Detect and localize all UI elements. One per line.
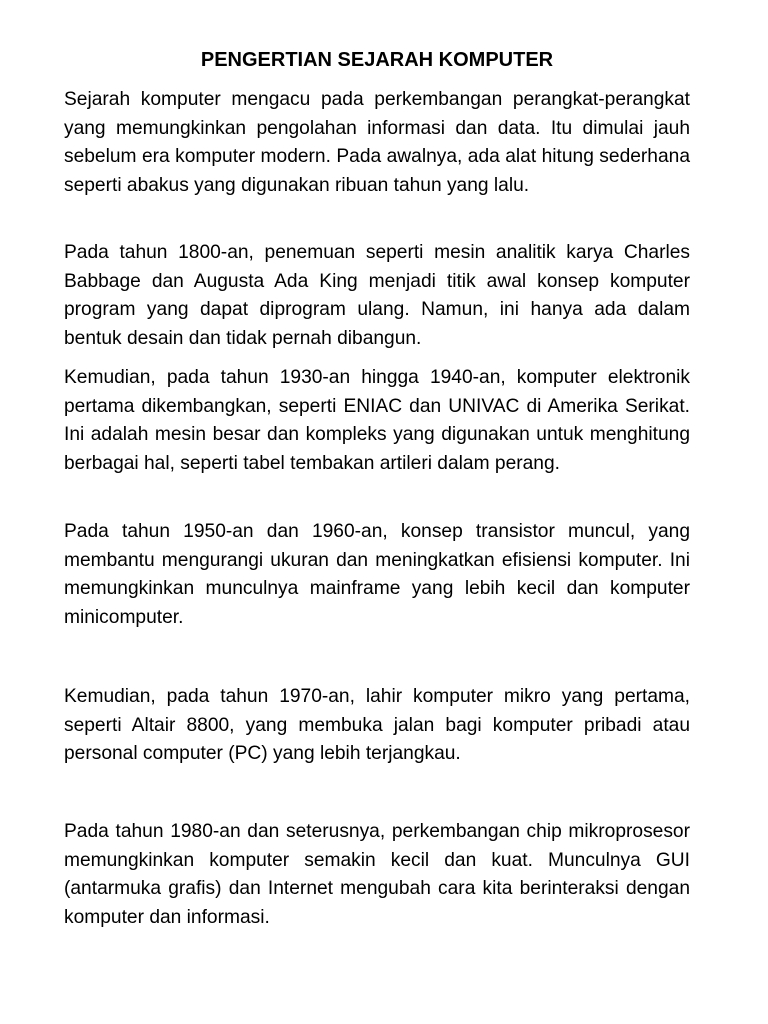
paragraph-intro: Sejarah komputer mengacu pada perkembangan perangkat-perangkat yang memungkinkan pengolahan informasi dan data. Itu dimulai jauh sebelum era komputer modern. Pada awalnya, ada alat hitung sederhana seperti abakus yang digunakan ribuan tahun yang lalu. (64, 89, 690, 196)
document-title: PENGERTIAN SEJARAH KOMPUTER (200, 49, 554, 71)
paragraph-1970s: Kemudian, pada tahun 1970-an, lahir komputer mikro yang pertama, seperti Altair 8800, yang membuka jalan bagi komputer pribadi atau personal computer (PC) yang lebih terjangkau. (64, 686, 690, 765)
paragraph-1980s: Pada tahun 1980-an dan seterusnya, perkembangan chip mikroprosesor memungkinkan komputer semakin kecil dan kuat. Munculnya GUI (antarmuka grafis) dan Internet mengubah cara kita berinteraksi dengan komputer dan informasi. (64, 821, 690, 928)
paragraph-1800s: Pada tahun 1800-an, penemuan seperti mesin analitik karya Charles Babbage dan Augusta Ada King menjadi titik awal konsep komputer program yang dapat diprogram ulang. Namun, ini hanya ada dalam bentuk desain dan tidak pernah dibangun. (64, 242, 690, 349)
paragraph-1950s-1960s: Pada tahun 1950-an dan 1960-an, konsep transistor muncul, yang membantu mengurangi ukuran dan meningkatkan efisiensi komputer. Ini memungkinkan munculnya mainframe yang lebih kecil dan komputer minicomputer. (64, 521, 690, 628)
paragraph-1930s-1940s: Kemudian, pada tahun 1930-an hingga 1940-an, komputer elektronik pertama dikembangkan, seperti ENIAC dan UNIVAC di Amerika Serikat. Ini adalah mesin besar dan kompleks yang digunakan untuk menghitung berbagai hal, seperti tabel tembakan artileri dalam perang. (64, 367, 690, 474)
